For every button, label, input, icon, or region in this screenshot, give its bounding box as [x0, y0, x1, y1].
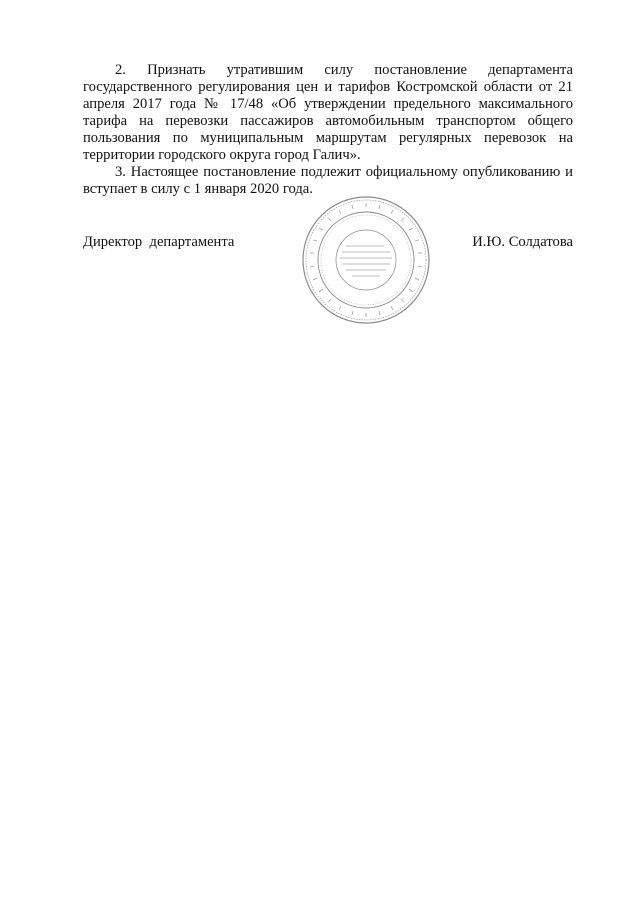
official-seal-stamp [300, 194, 432, 326]
signatory-title: Директор департамента [83, 234, 235, 250]
body-text [83, 62, 573, 198]
paragraph-2: 2. Признать утратившим силу постановление департамента государственного регулирования цен и тарифов Костромской области от 21 апреля 2017 года № 17/48 «Об утверждении предельного максимального тарифа на перевозки пассажиров автомобильным транспортом общего пользования по муниципальным маршрутам регулярных перевозок на территории городского округа город Галич». [83, 62, 573, 163]
paragraph-3: 3. Настоящее постановление подлежит официальному опубликованию и вступает в силу с 1 января 2020 года. [83, 164, 573, 197]
signatory-name: И.Ю. Солдатова [472, 234, 573, 250]
